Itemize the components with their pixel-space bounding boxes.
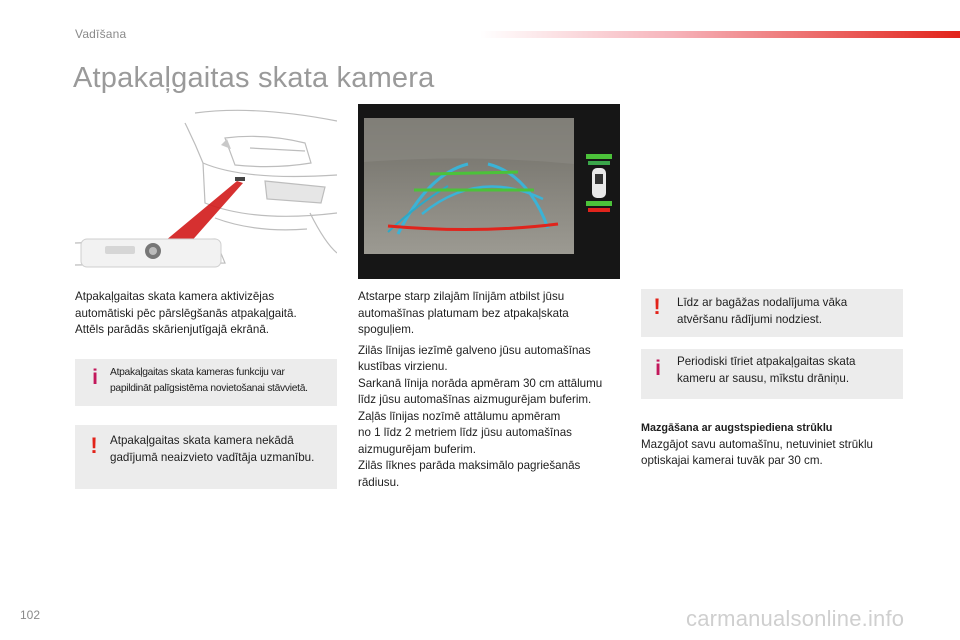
info-note-box: [75, 359, 337, 406]
middle-para2-line: kustības virzienu.: [358, 360, 448, 373]
page-title: Atpakaļgaitas skata kamera: [73, 62, 435, 94]
wash-section: [641, 420, 911, 470]
warning-note-line: Atpakaļgaitas skata kamera nekādā: [110, 434, 294, 447]
middle-para1-line: Atstarpe starp zilajām līnijām atbilst jūsu: [358, 290, 565, 303]
wash-text-line: optiskajai kamerai tuvāk par 30 cm.: [641, 454, 823, 467]
right-warning-line: atvēršanu rādījumi nodziest.: [677, 312, 822, 326]
middle-para2-line: līdz jūsu automašīnas aizmugurējam buferim.: [358, 393, 592, 406]
middle-para2-line: Sarkanā līnija norāda apmēram 30 cm attālumu: [358, 376, 603, 390]
middle-para2-line: aizmugurējam buferim.: [358, 442, 476, 456]
wash-text-line: Mazgājot savu automašīnu, netuviniet strūklu: [641, 437, 873, 451]
section-header: Vadīšana: [75, 27, 127, 41]
left-intro-line: Attēls parādās skārienjutīgajā ekrānā.: [75, 323, 269, 336]
warning-note-line: gadījumā neaizvieto vadītāja uzmanību.: [110, 450, 315, 464]
right-info-line: Periodiski tīriet atpakaļgaitas skata: [677, 355, 856, 368]
warning-icon: !: [653, 294, 661, 319]
warning-icon: !: [90, 433, 98, 458]
middle-para1-line: spoguļiem.: [358, 323, 415, 336]
middle-para2-line: Zilās līnijas iezīmē galveno jūsu automašīnas: [358, 343, 591, 357]
right-info-box: [641, 349, 903, 399]
right-info-line: kameru ar sausu, mīkstu drāniņu.: [677, 371, 850, 385]
page-number: 102: [20, 608, 41, 622]
info-note-line: papildināt palīgsistēma novietošanai stāvvietā.: [110, 382, 308, 394]
middle-para1-line: automašīnas platumam bez atpakaļskata: [358, 306, 569, 320]
middle-text: [358, 289, 623, 491]
info-note-line: Atpakaļgaitas skata kameras funkciju var: [110, 367, 285, 378]
left-intro-line: Atpakaļgaitas skata kamera aktivizējas: [75, 290, 275, 303]
watermark: carmanualsonline.info: [686, 606, 905, 631]
middle-para2-line: Zilās līknes parāda maksimālo pagriešanās: [358, 459, 581, 472]
warning-note-box: [75, 425, 337, 489]
camera-screen-image: [358, 104, 620, 279]
left-intro: [75, 289, 337, 339]
left-intro-line: automātiski pēc pārslēgšanās atpakaļgaitā.: [75, 306, 297, 320]
middle-para2-line: no 1 līdz 2 metriem līdz jūsu automašīnas: [358, 426, 572, 439]
middle-para2-line: rādiusu.: [358, 475, 400, 489]
right-warning-line: Līdz ar bagāžas nodalījuma vāka: [677, 296, 848, 309]
info-icon: i: [655, 357, 661, 380]
middle-para2-line: Zaļās līnijas nozīmē attālumu apmēram: [358, 409, 561, 423]
info-icon: i: [92, 366, 98, 389]
header-accent-bar: [480, 31, 960, 38]
wash-heading: Mazgāšana ar augstspiediena strūklu: [641, 422, 833, 434]
car-rear-illustration: [75, 103, 337, 279]
right-warning-box: [641, 289, 903, 337]
